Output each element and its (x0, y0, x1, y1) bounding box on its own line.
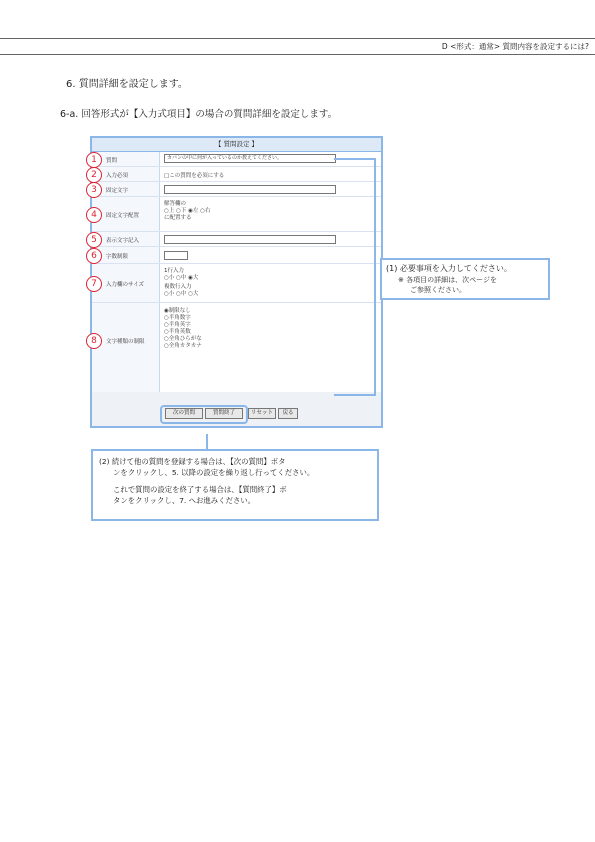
question-input[interactable]: カバンの中に何が入っているのか教えてください。 (164, 154, 336, 163)
note-text: これで質問の設定を終了する場合は、【質問終了】ボ (113, 485, 287, 494)
option-text: 1行入力 (164, 268, 184, 274)
form-title: 【 質問設定 】 (92, 138, 381, 152)
reset-button[interactable]: リセット (248, 408, 276, 419)
row-label: 文字種類の制限 (106, 339, 145, 345)
next-question-button[interactable]: 次の質問 (165, 408, 203, 419)
step-heading: 6. 質問詳細を設定します。 (66, 79, 188, 90)
note-text: タンをクリックし、7. へお進みください。 (113, 496, 256, 505)
finish-question-button[interactable]: 質問終了 (205, 408, 243, 419)
note-text: (2) 続けて他の質問を登録する場合は、【次の質問】ボタ (99, 457, 286, 466)
note-text: ンをクリックし、5. 以降の設定を繰り返し行ってください。 (113, 468, 315, 477)
callout-number: 8 (86, 333, 102, 349)
multi-line-size-radios[interactable]: ○小 ○中 ○大 (164, 291, 199, 297)
callout-bracket (334, 158, 376, 396)
char-type-radio[interactable]: ◉制限なし (164, 308, 191, 314)
position-radios[interactable]: ○上 ○下 ◉左 ○右 (164, 208, 211, 214)
option-text: 解答欄の (164, 201, 187, 207)
callout-number: 4 (86, 207, 102, 223)
option-text: 複数行入力 (164, 284, 192, 290)
note-required-fields (380, 258, 550, 300)
row-label: 固定文字配置 (106, 213, 140, 219)
char-type-radio[interactable]: ○全角カタカナ (164, 343, 202, 349)
breadcrumb: D <形式：通常> 質問内容を設定するには? (441, 42, 589, 51)
callout-number: 7 (86, 276, 102, 292)
form-footer (92, 392, 381, 426)
size-options (164, 268, 198, 298)
row-label: 表示文字記入 (106, 238, 140, 244)
callout-connector (206, 434, 208, 450)
callout-number: 6 (86, 248, 102, 264)
header-bar (0, 38, 595, 55)
single-line-size-radios[interactable]: ○小 ○中 ◉大 (164, 275, 199, 281)
option-text: に配置する (164, 215, 192, 221)
display-text-input[interactable] (164, 235, 336, 244)
callout-number: 3 (86, 182, 102, 198)
note-next-steps (91, 449, 379, 521)
row-label: 入力必須 (106, 173, 129, 179)
char-type-options (164, 308, 202, 350)
back-button[interactable]: 戻る (278, 408, 298, 419)
callout-number: 2 (86, 167, 102, 183)
position-options (164, 201, 210, 222)
required-checkbox[interactable]: □この質問を必須にする (164, 173, 225, 179)
char-type-radio[interactable]: ○半角英字 (164, 322, 191, 328)
note-text: ご参照ください。 (410, 286, 466, 294)
note-text: ※ 各項目の詳細は、次ページを (398, 276, 497, 284)
fixed-text-input[interactable] (164, 185, 336, 194)
note-text: (1) 必要事項を入力してください。 (386, 264, 512, 273)
callout-number: 5 (86, 232, 102, 248)
char-type-radio[interactable]: ○半角数字 (164, 315, 191, 321)
row-label: 字数制限 (106, 254, 129, 260)
char-limit-input[interactable] (164, 251, 188, 260)
row-label: 固定文字 (106, 188, 129, 194)
row-label: 質問 (106, 158, 118, 164)
char-type-radio[interactable]: ○半角英数 (164, 329, 191, 335)
row-label: 入力欄のサイズ (106, 282, 145, 288)
char-type-radio[interactable]: ○全角ひらがな (164, 336, 202, 342)
substep-heading: 6-a. 回答形式が【入力式項目】の場合の質問詳細を設定します。 (60, 109, 338, 120)
callout-number: 1 (86, 152, 102, 168)
